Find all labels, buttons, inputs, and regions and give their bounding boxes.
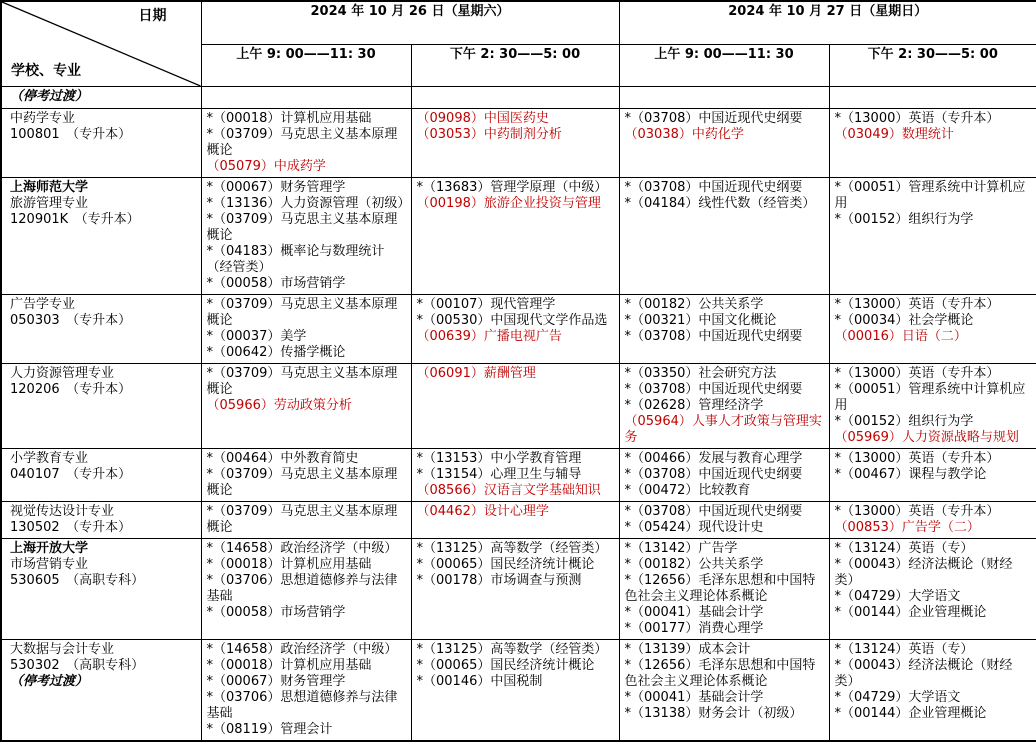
- course-line: *（03708）中国近现代史纲要: [624, 329, 803, 344]
- table-row: [1, 87, 1036, 109]
- course-line: *（00530）中国现代文学作品选: [416, 313, 608, 328]
- course-line: *（03350）社会研究方法: [624, 366, 777, 381]
- table-row: [1, 178, 1036, 295]
- table-row: [1, 449, 1036, 502]
- course-line: *（00018）计算机应用基础: [206, 557, 372, 572]
- course-line: *（00464）中外教育简史: [206, 451, 359, 466]
- school-cell: [1, 295, 201, 364]
- corner-cell: [1, 1, 201, 87]
- course-line: *（02628）管理经济学: [624, 398, 764, 413]
- course-line: *（03709）马克思主义基本原理概论: [206, 467, 398, 498]
- school-line: 大数据与会计专业: [10, 642, 115, 657]
- course-line: *（00065）国民经济统计概论: [416, 557, 595, 572]
- course-cell: [619, 502, 829, 539]
- course-line: *（04183）概率论与数理统计（经管类）: [206, 244, 385, 275]
- table-row: [1, 109, 1036, 178]
- course-line: *（00146）中国税制: [416, 674, 543, 689]
- course-line-highlighted: （05966）劳动政策分析: [206, 398, 352, 413]
- corner-date-label: 日期: [138, 8, 167, 24]
- course-line-highlighted: （06091）薪酬管理: [416, 366, 536, 381]
- course-line-highlighted: （00639）广播电视广告: [416, 329, 562, 344]
- course-cell: [201, 449, 411, 502]
- course-cell: [201, 178, 411, 295]
- course-line: *（13124）英语（专）: [834, 541, 974, 556]
- course-line: *（03708）中国近现代史纲要: [624, 382, 803, 397]
- school-line: （停考过渡）: [10, 89, 89, 104]
- course-cell: [829, 640, 1036, 742]
- course-line: *（03709）马克思主义基本原理概论: [206, 504, 398, 535]
- course-line: *（03708）中国近现代史纲要: [624, 111, 803, 126]
- course-line: *（13000）英语（专升本）: [834, 451, 1000, 466]
- school-cell: [1, 364, 201, 449]
- date-header-saturday: 2024 年 10 月 26 日（星期六）: [201, 1, 619, 44]
- course-line: *（00182）公共关系学: [624, 557, 764, 572]
- course-cell: [829, 178, 1036, 295]
- school-cell: [1, 178, 201, 295]
- course-line: *（03709）马克思主义基本原理概论: [206, 297, 398, 328]
- course-line-highlighted: （05964）人事人才政策与管理实务: [624, 414, 822, 445]
- session-sun-afternoon: 下午 2: 30——5: 00: [829, 44, 1036, 86]
- course-cell: [411, 364, 619, 449]
- course-line: *（14658）政治经济学（中级）: [206, 541, 398, 556]
- course-line: *（00065）国民经济统计概论: [416, 658, 595, 673]
- course-line: *（13139）成本会计: [624, 642, 751, 657]
- course-cell: [411, 502, 619, 539]
- course-line-highlighted: （08566）汉语言文学基础知识: [416, 483, 601, 498]
- course-line: *（13000）英语（专升本）: [834, 504, 1000, 519]
- school-line: 小学教育专业: [10, 451, 89, 466]
- course-cell: [829, 539, 1036, 640]
- table-row: [1, 640, 1036, 742]
- course-cell: [201, 87, 411, 109]
- course-cell: [619, 539, 829, 640]
- school-line: （停考过渡）: [10, 674, 89, 689]
- school-line: 市场营销专业: [10, 557, 89, 572]
- course-line: *（03706）思想道德修养与法律基础: [206, 573, 398, 604]
- course-line: *（00144）企业管理概论: [834, 605, 987, 620]
- course-line: *（00051）管理系统中计算机应用: [834, 382, 1026, 413]
- course-line: *（03706）思想道德修养与法律基础: [206, 690, 398, 721]
- course-cell: [829, 87, 1036, 109]
- school-line: 视觉传达设计专业: [10, 504, 115, 519]
- table-row: [1, 502, 1036, 539]
- course-line-highlighted: （00198）旅游企业投资与管理: [416, 196, 601, 211]
- course-line: *（12656）毛泽东思想和中国特色社会主义理论体系概论: [624, 658, 816, 689]
- course-cell: [619, 364, 829, 449]
- school-cell: [1, 502, 201, 539]
- course-cell: [619, 449, 829, 502]
- course-cell: [411, 178, 619, 295]
- course-cell: [411, 109, 619, 178]
- course-line: *（03709）马克思主义基本原理概论: [206, 127, 398, 158]
- course-cell: [619, 295, 829, 364]
- course-line: *（00051）管理系统中计算机应用: [834, 180, 1026, 211]
- course-line: *（00037）美学: [206, 329, 307, 344]
- course-cell: [201, 364, 411, 449]
- session-sat-morning: 上午 9: 00——11: 30: [201, 44, 411, 86]
- course-cell: [201, 502, 411, 539]
- course-line-highlighted: （03038）中药化学: [624, 127, 744, 142]
- course-line-highlighted: （03049）数理统计: [834, 127, 954, 142]
- course-cell: [619, 87, 829, 109]
- course-line: *（13000）英语（专升本）: [834, 366, 1000, 381]
- course-line: *（13125）高等数学（经管类）: [416, 541, 608, 556]
- course-line: *（00107）现代管理学: [416, 297, 556, 312]
- course-line: *（00067）财务管理学: [206, 180, 346, 195]
- course-line: *（00182）公共关系学: [624, 297, 764, 312]
- school-line: 上海师范大学: [10, 180, 89, 195]
- school-cell: [1, 449, 201, 502]
- course-line: *（03708）中国近现代史纲要: [624, 467, 803, 482]
- course-line-highlighted: （05969）人力资源战略与规划: [834, 430, 1019, 445]
- course-cell: [201, 109, 411, 178]
- school-line: 中药学专业: [10, 111, 76, 126]
- course-line: *（00018）计算机应用基础: [206, 111, 372, 126]
- table-row: [1, 364, 1036, 449]
- course-cell: [411, 449, 619, 502]
- course-line: *（08119）管理会计: [206, 722, 333, 737]
- school-line: 广告学专业: [10, 297, 76, 312]
- school-line: 050303 （专升本）: [10, 313, 132, 328]
- course-line: *（04729）大学语文: [834, 690, 961, 705]
- course-line: *（00018）计算机应用基础: [206, 658, 372, 673]
- course-line-highlighted: （00853）广告学（二）: [834, 520, 980, 535]
- course-cell: [829, 109, 1036, 178]
- course-line: *（13124）英语（专）: [834, 642, 974, 657]
- course-line: *（13154）心理卫生与辅导: [416, 467, 582, 482]
- course-line: *（14658）政治经济学（中级）: [206, 642, 398, 657]
- school-line: 旅游管理专业: [10, 196, 89, 211]
- course-line: *（13000）英语（专升本）: [834, 111, 1000, 126]
- course-cell: [201, 295, 411, 364]
- course-line: *（00152）组织行为学: [834, 212, 974, 227]
- course-line: *（00642）传播学概论: [206, 345, 346, 360]
- course-line: *（04184）线性代数（经管类）: [624, 196, 816, 211]
- date-header-row: [1, 1, 1036, 44]
- course-line: *（00467）课程与教学论: [834, 467, 987, 482]
- course-line: *（00067）财务管理学: [206, 674, 346, 689]
- school-line: 120206 （专升本）: [10, 382, 132, 397]
- school-line: 100801 （专升本）: [10, 127, 132, 142]
- course-cell: [829, 364, 1036, 449]
- course-line: *（04729）大学语文: [834, 589, 961, 604]
- course-line: *（13142）广告学: [624, 541, 738, 556]
- course-cell: [201, 640, 411, 742]
- course-line: *（13138）财务会计（初级）: [624, 706, 803, 721]
- course-line: *（03709）马克思主义基本原理概论: [206, 212, 398, 243]
- course-line: *（00152）组织行为学: [834, 414, 974, 429]
- course-line: *（00144）企业管理概论: [834, 706, 987, 721]
- school-line: 040107 （专升本）: [10, 467, 132, 482]
- course-line: *（03708）中国近现代史纲要: [624, 180, 803, 195]
- course-cell: [619, 640, 829, 742]
- course-cell: [201, 539, 411, 640]
- school-line: 530605 （高职专科）: [10, 573, 145, 588]
- course-cell: [829, 295, 1036, 364]
- course-cell: [619, 178, 829, 295]
- course-line: *（13136）人力资源管理（初级）: [206, 196, 411, 211]
- course-line: *（00178）市场调查与预测: [416, 573, 582, 588]
- course-cell: [411, 539, 619, 640]
- course-line: *（00472）比较教育: [624, 483, 751, 498]
- school-line: 530302 （高职专科）: [10, 658, 145, 673]
- session-sat-afternoon: 下午 2: 30——5: 00: [411, 44, 619, 86]
- table-row: [1, 539, 1036, 640]
- school-line: 130502 （专升本）: [10, 520, 132, 535]
- course-line: *（00043）经济法概论（财经类）: [834, 557, 1013, 588]
- table-row: [1, 295, 1036, 364]
- course-line: *（00034）社会学概论: [834, 313, 974, 328]
- course-line: *（03709）马克思主义基本原理概论: [206, 366, 398, 397]
- course-line: *（00466）发展与教育心理学: [624, 451, 803, 466]
- course-cell: [829, 449, 1036, 502]
- course-cell: [619, 109, 829, 178]
- course-line-highlighted: （04462）设计心理学: [416, 504, 549, 519]
- course-line: *（13683）管理学原理（中级）: [416, 180, 608, 195]
- course-cell: [411, 87, 619, 109]
- school-cell: [1, 87, 201, 109]
- course-line: *（00177）消费心理学: [624, 621, 764, 636]
- course-cell: [829, 502, 1036, 539]
- course-line: *（00058）市场营销学: [206, 605, 346, 620]
- course-line: *（00321）中国文化概论: [624, 313, 777, 328]
- course-line: *（05424）现代设计史: [624, 520, 764, 535]
- course-line: *（13125）高等数学（经管类）: [416, 642, 608, 657]
- course-line: *（00058）市场营销学: [206, 276, 346, 291]
- school-cell: [1, 539, 201, 640]
- course-cell: [411, 640, 619, 742]
- course-line: *（03708）中国近现代史纲要: [624, 504, 803, 519]
- course-line: *（13000）英语（专升本）: [834, 297, 1000, 312]
- school-cell: [1, 109, 201, 178]
- course-line: *（00041）基础会计学: [624, 690, 764, 705]
- course-line-highlighted: （05079）中成药学: [206, 159, 326, 174]
- course-line-highlighted: （03053）中药制剂分析: [416, 127, 562, 142]
- course-cell: [411, 295, 619, 364]
- table-header: [1, 1, 1036, 87]
- corner-school-label: 学校、专业: [11, 63, 81, 79]
- school-line: 120901K （专升本）: [10, 212, 140, 227]
- course-line-highlighted: （09098）中国医药史: [416, 111, 549, 126]
- session-sun-morning: 上午 9: 00——11: 30: [619, 44, 829, 86]
- course-line: *（13153）中小学教育管理: [416, 451, 582, 466]
- school-line: 上海开放大学: [10, 541, 89, 556]
- course-line: *（00043）经济法概论（财经类）: [834, 658, 1013, 689]
- course-line: *（00041）基础会计学: [624, 605, 764, 620]
- course-line: *（12656）毛泽东思想和中国特色社会主义理论体系概论: [624, 573, 816, 604]
- date-header-sunday: 2024 年 10 月 27 日（星期日）: [619, 1, 1036, 44]
- school-line: 人力资源管理专业: [10, 366, 115, 381]
- course-line-highlighted: （00016）日语（二）: [834, 329, 967, 344]
- school-cell: [1, 640, 201, 742]
